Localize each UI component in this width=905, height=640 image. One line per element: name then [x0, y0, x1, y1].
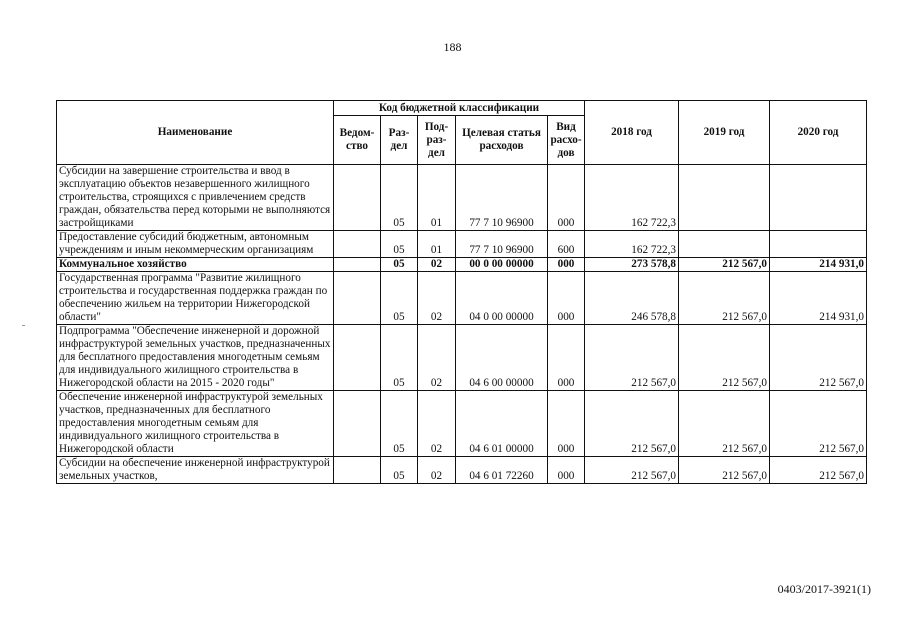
table-row: [57, 258, 867, 272]
row-2019: 212 567,0: [679, 391, 770, 457]
row-razdel: 05: [381, 391, 418, 457]
page-number: 188: [443, 40, 462, 54]
row-razdel: 05: [381, 165, 418, 231]
table-header: [57, 101, 867, 165]
row-2020: 212 567,0: [770, 457, 867, 484]
row-vid: 000: [548, 272, 585, 325]
budget-table: [56, 100, 867, 484]
header-code-group: Код бюджетной классификации: [334, 101, 585, 116]
scan-mark: [22, 325, 25, 326]
row-name: Государственная программа "Развитие жилищного строительства и государственная поддержка граждан по обеспечению жильем на территории Нижегородской области": [57, 272, 334, 325]
row-vedomstvo: [334, 325, 381, 391]
table-body: [57, 165, 867, 484]
row-podrazdel: 02: [418, 325, 456, 391]
row-2018: 162 722,3: [585, 231, 679, 258]
header-vid: Вид расхо-дов: [548, 116, 585, 165]
row-razdel: 05: [381, 258, 418, 272]
header-year-2019: 2019 год: [679, 101, 770, 165]
row-name: Обеспечение инженерной инфраструктурой земельных участков, предназначенных для бесплатного предоставления многодетным семьям для индивидуального жилищного строительства в Нижегородской области: [57, 391, 334, 457]
header-name: Наименование: [57, 101, 334, 165]
row-celevaya: 00 0 00 00000: [456, 258, 548, 272]
row-vid: 000: [548, 258, 585, 272]
row-vedomstvo: [334, 165, 381, 231]
row-razdel: 05: [381, 325, 418, 391]
row-celevaya: 04 0 00 00000: [456, 272, 548, 325]
row-name: Подпрограмма "Обеспечение инженерной и дорожной инфраструктурой земельных участков, предназначенных для бесплатного предоставления многодетным семьям для индивидуального жилищного строительства в Нижегородской области на 2015 - 2020 годы": [57, 325, 334, 391]
row-name: Коммунальное хозяйство: [57, 258, 334, 272]
row-podrazdel: 01: [418, 165, 456, 231]
row-2019: [679, 231, 770, 258]
table-row: [57, 165, 867, 231]
row-vid: 000: [548, 457, 585, 484]
row-celevaya: 77 7 10 96900: [456, 165, 548, 231]
document-code: 0403/2017-3921(1): [777, 582, 871, 596]
row-name: Субсидии на завершение строительства и ввод в эксплуатацию объектов незавершенного жилищного строительства, строящихся с привлечением средств граждан, обязательства перед которыми не выполняются застройщиками: [57, 165, 334, 231]
table-row: [57, 272, 867, 325]
row-vid: 000: [548, 391, 585, 457]
row-2019: 212 567,0: [679, 457, 770, 484]
row-vid: 000: [548, 325, 585, 391]
table-row: [57, 391, 867, 457]
row-name: Субсидии на обеспечение инженерной инфраструктурой земельных участков,: [57, 457, 334, 484]
row-celevaya: 04 6 01 72260: [456, 457, 548, 484]
row-vid: 000: [548, 165, 585, 231]
row-razdel: 05: [381, 457, 418, 484]
table-row: [57, 457, 867, 484]
table-row: [57, 325, 867, 391]
row-2020: 214 931,0: [770, 258, 867, 272]
row-2020: 214 931,0: [770, 272, 867, 325]
row-vedomstvo: [334, 391, 381, 457]
row-name: Предоставление субсидий бюджетным, автономным учреждениям и иным некоммерческим организациям: [57, 231, 334, 258]
row-celevaya: 04 6 00 00000: [456, 325, 548, 391]
row-celevaya: 04 6 01 00000: [456, 391, 548, 457]
row-2018: 212 567,0: [585, 325, 679, 391]
header-year-2018: 2018 год: [585, 101, 679, 165]
header-vedomstvo: Ведом-ство: [334, 116, 381, 165]
row-podrazdel: 01: [418, 231, 456, 258]
row-2019: [679, 165, 770, 231]
row-2020: [770, 165, 867, 231]
row-2020: 212 567,0: [770, 325, 867, 391]
row-2019: 212 567,0: [679, 272, 770, 325]
row-2018: 273 578,8: [585, 258, 679, 272]
header-podrazdel: Под-раз-дел: [418, 116, 456, 165]
header-year-2020: 2020 год: [770, 101, 867, 165]
row-2019: 212 567,0: [679, 325, 770, 391]
row-2018: 212 567,0: [585, 457, 679, 484]
row-celevaya: 77 7 10 96900: [456, 231, 548, 258]
row-2018: 212 567,0: [585, 391, 679, 457]
row-podrazdel: 02: [418, 391, 456, 457]
row-vedomstvo: [334, 231, 381, 258]
row-vedomstvo: [334, 457, 381, 484]
row-vedomstvo: [334, 272, 381, 325]
row-2020: 212 567,0: [770, 391, 867, 457]
row-razdel: 05: [381, 272, 418, 325]
row-vid: 600: [548, 231, 585, 258]
header-razdel: Раз-дел: [381, 116, 418, 165]
row-2018: 162 722,3: [585, 165, 679, 231]
row-podrazdel: 02: [418, 258, 456, 272]
row-2020: [770, 231, 867, 258]
header-celevaya: Целевая статья расходов: [456, 116, 548, 165]
row-podrazdel: 02: [418, 272, 456, 325]
row-2019: 212 567,0: [679, 258, 770, 272]
row-vedomstvo: [334, 258, 381, 272]
row-2018: 246 578,8: [585, 272, 679, 325]
row-razdel: 05: [381, 231, 418, 258]
table-row: [57, 231, 867, 258]
row-podrazdel: 02: [418, 457, 456, 484]
